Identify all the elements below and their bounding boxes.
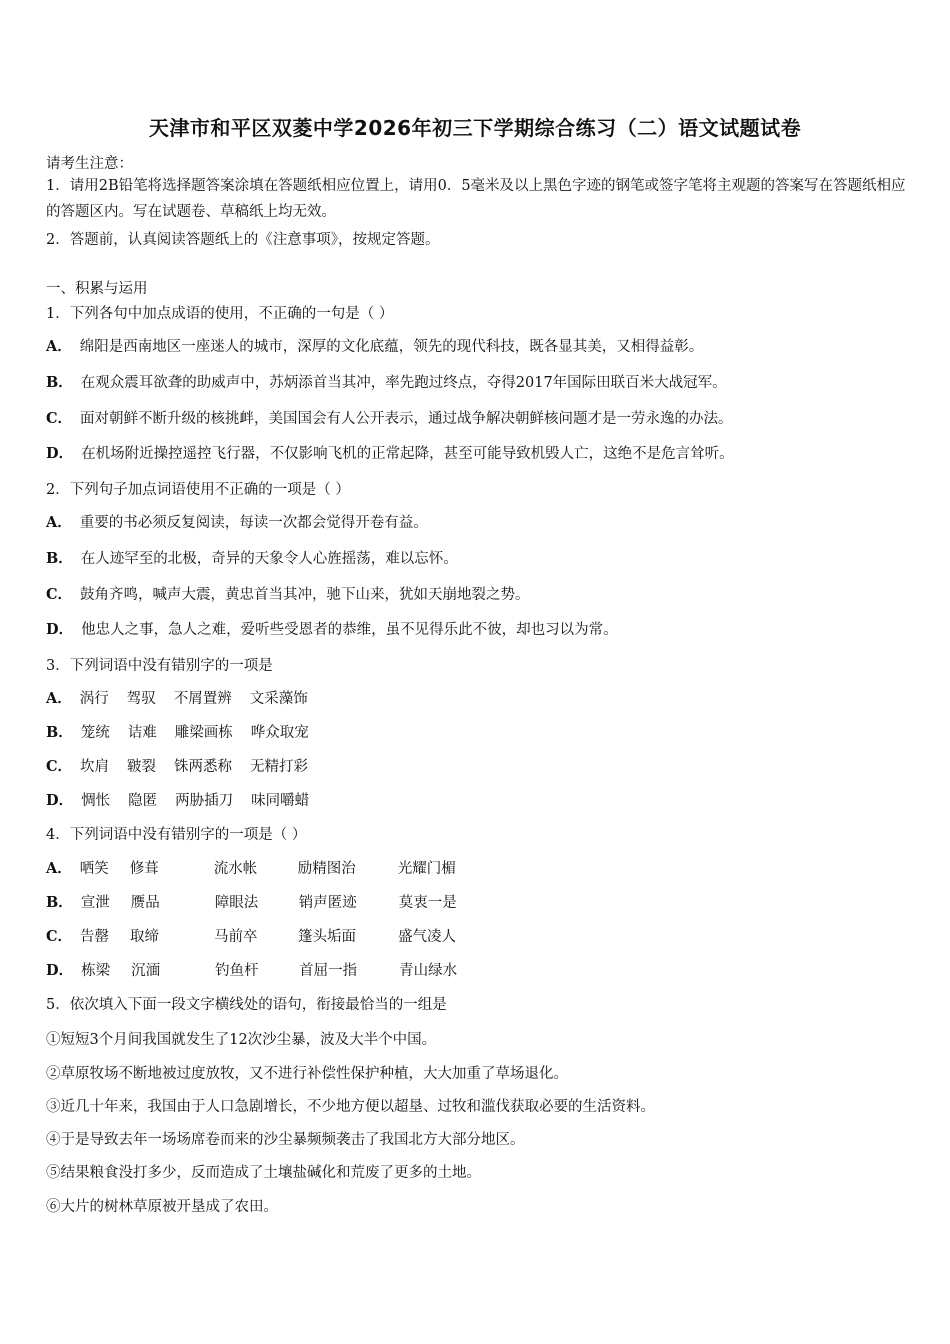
word: 栋梁 [81, 963, 111, 979]
q4-option-b [46, 891, 457, 912]
word: 钓鱼杆 [215, 963, 259, 979]
option-letter: B． [46, 894, 73, 911]
word: 沉湎 [131, 963, 161, 979]
q3-option-b [46, 721, 327, 742]
option-text: 鼓角齐鸣，喊声大震，黄忠首当其冲，驰下山来，犹如天崩地裂之势。 [80, 587, 530, 603]
word: 宣泄 [80, 895, 110, 911]
option-letter: C． [46, 410, 73, 427]
question-4-stem: 4．下列词语中没有错别字的一项是（ ） [46, 827, 307, 843]
q5-item-3: ③近几十年来，我国由于人口急剧增长，不少地方便以超垦、过牧和滥伐获取必要的生活资料。 [46, 1099, 655, 1115]
option-letter: C． [46, 586, 73, 603]
q4-option-c [46, 925, 456, 946]
word: 隐匿 [128, 793, 158, 809]
word: 哗众取宠 [250, 725, 309, 741]
q1-option-d [46, 442, 734, 463]
q4-option-a [46, 857, 456, 878]
q5-item-1: ①短短3个月间我国就发生了12次沙尘暴，波及大半个中国。 [46, 1032, 437, 1048]
word: 取缔 [130, 929, 160, 945]
option-letter: B． [46, 550, 73, 567]
option-letter: D． [46, 621, 74, 638]
option-letter: B． [46, 374, 73, 391]
q3-option-a [46, 687, 326, 708]
option-letter: A． [46, 860, 72, 877]
notice-item-1: 1．请用2B铅笔将选择题答案涂填在答题纸相应位置上，请用0．5毫米及以上黑色字迹的钢笔或签字笔将主观题的答案写在答题纸相应的答题区内。写在试题卷、草稿纸上均无效。 [46, 178, 906, 220]
option-letter: C． [46, 928, 73, 945]
word: 坎肩 [80, 759, 110, 775]
option-letter: A． [46, 690, 72, 707]
option-letter: D． [46, 962, 74, 979]
option-text: 绵阳是西南地区一座迷人的城市，深厚的文化底蕴，领先的现代科技，既各显其美，又相得益彰。 [79, 339, 704, 355]
option-text: 在观众震耳欲聋的助威声中，苏炳添首当其冲，率先跑过终点，夺得2017年国际田联百米大战冠军。 [80, 375, 727, 391]
word: 销声匿迹 [298, 895, 357, 911]
word: 哂笑 [79, 861, 109, 877]
word: 文采藻饰 [249, 691, 308, 707]
option-text: 他忠人之事，急人之难，爱听些受恩者的恭维，虽不见得乐此不彼，却也习以为常。 [81, 622, 618, 638]
word: 盛气凌人 [398, 929, 457, 945]
q2-option-b [46, 547, 458, 568]
q3-option-c [46, 755, 326, 776]
word: 雕梁画栋 [174, 725, 233, 741]
word: 修葺 [129, 861, 159, 877]
word: 青山绿水 [399, 963, 458, 979]
word: 味同嚼蜡 [251, 793, 310, 809]
question-2-stem: 2．下列句子加点词语使用不正确的一项是（ ） [46, 482, 350, 498]
question-3-stem: 3．下列词语中没有错别字的一项是 [46, 658, 273, 674]
option-text: 在人迹罕至的北极，奇异的天象令人心旌摇荡，难以忘怀。 [80, 551, 458, 567]
word: 不屑置辨 [173, 691, 232, 707]
word: 光耀门楣 [397, 861, 456, 877]
word: 笼统 [80, 725, 110, 741]
question-5-stem: 5．依次填入下面一段文字横线处的语句，衔接最恰当的一组是 [46, 997, 447, 1013]
word: 两胁插刀 [175, 793, 234, 809]
q1-option-b [46, 371, 727, 392]
q2-option-a [46, 511, 428, 532]
notice-heading: 请考生注意： [46, 156, 133, 172]
option-letter: A． [46, 514, 72, 531]
q5-item-5: ⑤结果粮食没打多少，反而造成了土壤盐碱化和荒废了更多的土地。 [46, 1165, 481, 1181]
word: 莫衷一是 [398, 895, 457, 911]
option-text: 在机场附近操控遥控飞行器，不仅影响飞机的正常起降，甚至可能导致机毁人亡，这绝不是危言耸听。 [81, 446, 734, 462]
option-letter: D． [46, 445, 74, 462]
word: 首屈一指 [299, 963, 358, 979]
q1-option-c [46, 407, 733, 428]
word: 铢两悉称 [174, 759, 233, 775]
word: 诘难 [127, 725, 157, 741]
word: 篷头垢面 [298, 929, 357, 945]
word: 涡行 [79, 691, 109, 707]
question-1-stem: 1．下列各句中加点成语的使用，不正确的一句是（ ） [46, 306, 394, 322]
word: 告罄 [80, 929, 110, 945]
q5-item-2: ②草原牧场不断地被过度放牧，又不进行补偿性保护种植，大大加重了草场退化。 [46, 1066, 568, 1082]
word: 赝品 [130, 895, 160, 911]
option-letter: C． [46, 758, 73, 775]
word: 马前卒 [214, 929, 258, 945]
word: 皲裂 [127, 759, 157, 775]
option-letter: A． [46, 338, 72, 355]
word: 流水帐 [213, 861, 258, 877]
notice-item-2: 2．答题前，认真阅读答题纸上的《注意事项》，按规定答题。 [46, 232, 440, 248]
q4-option-d [46, 959, 457, 980]
q5-item-4: ④于是导致去年一场场席卷而来的沙尘暴频频袭击了我国北方大部分地区。 [46, 1132, 525, 1148]
option-text: 重要的书必须反复阅读，每读一次都会觉得开卷有益。 [79, 515, 428, 531]
section-heading: 一、积累与运用 [46, 281, 148, 297]
word: 惆怅 [81, 793, 111, 809]
q1-option-a [46, 335, 703, 356]
option-text: 面对朝鲜不断升级的核挑衅，美国国会有人公开表示，通过战争解决朝鲜核问题才是一劳永逸的办法。 [80, 411, 733, 427]
word: 无精打彩 [250, 759, 309, 775]
q3-option-d [46, 789, 327, 810]
q5-item-6: ⑥大片的树林草原被开垦成了农田。 [46, 1199, 278, 1215]
option-letter: B． [46, 724, 73, 741]
option-letter: D． [46, 792, 74, 809]
page-title: 天津市和平区双菱中学2026年初三下学期综合练习（二）语文试题试卷 [148, 116, 802, 140]
word: 障眼法 [214, 895, 259, 911]
q2-option-c [46, 583, 530, 604]
word: 驾驭 [126, 691, 156, 707]
q2-option-d [46, 618, 618, 639]
word: 励精图治 [297, 861, 356, 877]
